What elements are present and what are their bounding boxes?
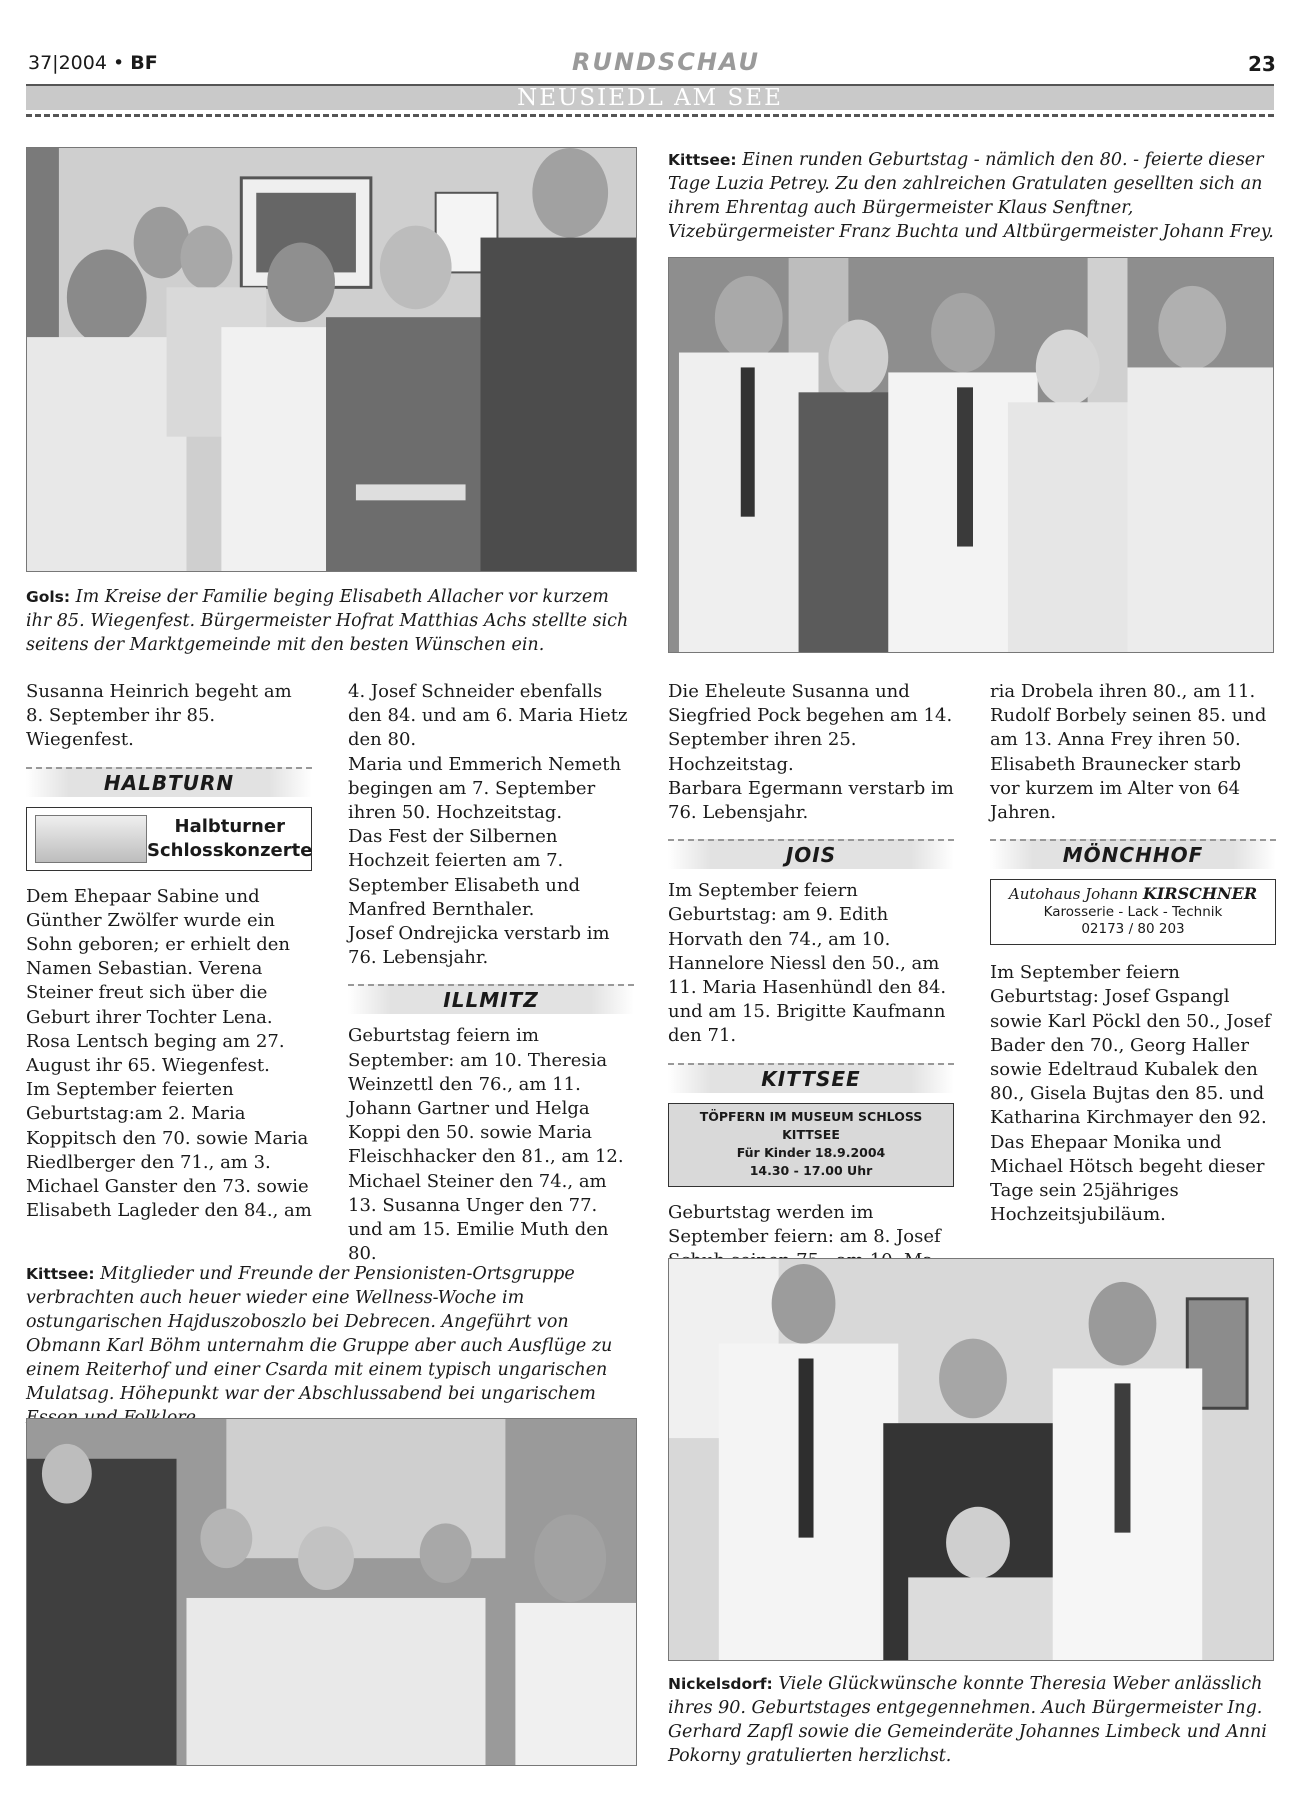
nickelsdorf-caption: [668, 1672, 1274, 1768]
paragraph: Das Ehepaar Monika und Michael Hötsch begeht dieser Tage sein 25jähriges Hochzeitsjubiläum.: [990, 1131, 1265, 1226]
halbturn-concert-ad: [26, 807, 312, 871]
column-4: [990, 680, 1276, 1227]
ad-line-2: Karosserie - Lack - Technik: [1043, 904, 1223, 921]
kittsee-bottom-photo: [26, 1418, 637, 1766]
paragraph: Geburtstag werden im September feiern: am 8. Josef: [668, 1201, 941, 1247]
paragraph: Das Fest der Silbernen Hochzeit feierten am 7. September Elisabeth und Manfred Bernthaler.: [348, 826, 581, 920]
issue-number: 37|2004 •: [28, 52, 125, 74]
section-heading-illmitz: ILLMITZ: [348, 984, 634, 1014]
ad-line-1: TÖPFERN IM MUSEUM SCHLOSS KITTSEE: [699, 1108, 923, 1142]
ad-prefix: Autohaus Johann: [1008, 885, 1143, 904]
paragraph: Elisabeth Braunecker starb vor kurzem im Alter von 64 Jahren.: [990, 753, 1242, 824]
brand-label: BF: [130, 52, 158, 74]
column-3: [668, 680, 954, 1273]
region-title: NEUSIEDL AM SEE: [517, 85, 783, 111]
section-heading-halbturn: HALBTURN: [26, 767, 312, 797]
header-divider: [26, 114, 1274, 117]
gols-photo: [26, 147, 637, 572]
nickelsdorf-photo-graphic: [669, 1259, 1273, 1660]
ad-line-3: 02173 / 80 203: [1081, 921, 1185, 938]
caption-text: Einen runden Geburtstag - nämlich den 80. - feierte dieser Tage Luzia Petrey. Zu den zahlreichen Gratulaten gesellten sich an ihrem Ehrentag auch Bürgermeister Klaus Senftner, Vizebürgermeister Franz Buchta und Altbürgermeister Johann Frey.: [668, 150, 1274, 242]
region-bar: [26, 84, 1274, 110]
ad-line-3: 14.30 - 17.00 Uhr: [749, 1162, 873, 1178]
caption-text: Im Kreise der Familie beging Elisabeth Allacher vor kurzem ihr 85. Wiegenfest. Bürgermeister Hofrat Matthias Achs stellte sich seitens der Marktgemeinde mit den besten Wünschen ein.: [26, 587, 629, 655]
pottery-museum-ad: [668, 1103, 954, 1187]
paragraph: Barbara Egermann verstarb im 76. Lebensjahr.: [668, 777, 954, 824]
issue-label: [28, 52, 158, 74]
paragraph: Im September feiern Geburtstag: Josef Gspangl sowie Karl Pöckl den 50., Josef Bader den 70., Georg Haller sowie Edeltraud Kubalek den 80., Gisela Bujtas den 85. und Katharina Kirchmayer den 92.: [990, 962, 1271, 1129]
paragraph: ria Drobela ihren 80., am 11. Rudolf Borbely seinen 85. und am 13. Anna Frey ihren 50.: [990, 681, 1267, 751]
ad-line-2: Für Kinder 18.9.2004: [736, 1144, 886, 1160]
caption-lead: Kittsee:: [668, 151, 737, 169]
column-2: [348, 680, 634, 1266]
section-heading-moenchhof: MÖNCHHOF: [990, 839, 1276, 869]
kittsee-top-photo: [668, 257, 1274, 653]
ad-line-1: Halbturner: [174, 815, 285, 837]
paragraph: Die Eheleute Susanna und Siegfried Pock begehen am 14. September ihren 25. Hochzeitstag.: [668, 681, 953, 775]
paragraph: Im September feiern Geburtstag: am 9. Edith Horvath den 74., am 10. Hannelore Niessl den 50., am 11. Maria Hasenhündl den 84. und am 15. Brigitte Kaufmann den 71.: [668, 880, 947, 1047]
gols-caption: [26, 585, 637, 657]
paragraph: Maria und Emmerich Nemeth begingen am 7. September ihren 50. Hochzeitstag.: [348, 753, 622, 824]
gols-photo-graphic: [27, 148, 636, 571]
column-1: [26, 680, 312, 1223]
caption-lead: Nickelsdorf:: [668, 1675, 773, 1693]
rubric-title: RUNDSCHAU: [572, 48, 760, 76]
kittsee-bottom-photo-graphic: [27, 1419, 636, 1765]
nickelsdorf-photo: [668, 1258, 1274, 1661]
autohaus-ad: [990, 879, 1276, 945]
paragraph: Rosa Lentsch beging am 27. August ihr 65. Wiegenfest.: [26, 1030, 285, 1077]
paragraph: 4. Josef Schneider ebenfalls den 84. und am 6. Maria Hietz den 80.: [348, 681, 628, 751]
ad-line-1: [995, 884, 1271, 904]
page-number: 23: [1248, 52, 1276, 76]
caption-text: Mitglieder und Freunde der Pensionisten-Ortsgruppe verbrachten auch heuer wieder eine Wellness-Woche im ostungarischen Hajduszoboszlo bei Debrecen. Angeführt von Obmann Karl Böhm unternahm die Gruppe aber auch Ausflüge zu einem Reiterhof und einer Csarda mit einem typisch ungarischen Mulatsag. Höhepunkt war der Abschlussabend bei ungarischem: [26, 1264, 613, 1404]
castle-image: [35, 815, 147, 863]
kittsee-top-photo-graphic: [669, 258, 1273, 652]
kittsee-top-caption: [668, 148, 1274, 244]
kittsee-bottom-caption: [26, 1262, 637, 1430]
caption-lead: Gols:: [26, 588, 71, 606]
section-heading-jois: JOIS: [668, 839, 954, 869]
paragraph: Dem Ehepaar Sabine und Günther Zwölfer wurde ein Sohn geboren; er erhielt den Namen Sebastian. Verena Steiner freut sich über die Geburt ihrer Tochter Lena.: [26, 885, 290, 1028]
paragraph: Josef Ondrejicka verstarb im 76. Lebensjahr.: [348, 923, 610, 969]
caption-text: Viele Glückwünsche konnte Theresia Weber anlässlich ihres 90. Geburtstages entgegennehmen. Auch Bürgermeister Ing. Gerhard Zapfl sowie die Gemeinderäte Johannes Limbeck und Anni Pokorny gratulierten herzlichst.: [668, 1674, 1267, 1766]
paragraph: Susanna Heinrich begeht am 8. September ihr 85. Wiegenfest.: [26, 681, 292, 751]
ad-text: [147, 815, 312, 863]
section-heading-kittsee: KITTSEE: [668, 1063, 954, 1093]
caption-lead: Kittsee:: [26, 1265, 95, 1283]
paragraph: Im September feierten Geburtstag:am 2. Maria Koppitsch den 70. sowie Maria Riedlberger den 71., am 3. Michael Ganster den 73. sowie Elisabeth Lagleder den 84., am: [26, 1079, 312, 1222]
ad-company-name: KIRSCHNER: [1142, 884, 1258, 904]
paragraph: Geburtstag feiern im September: am 10. Theresia Weinzettl den 76., am 11. Johann Gartner und Helga Koppi den 50. sowie Maria Fleischhacker den 81., am 12. Michael Steiner den 74., am 13. Susanna Unger den 77. und am 15. Emilie Muth den 80.: [348, 1025, 624, 1265]
ad-line-2: Schlosskonzerte: [147, 839, 313, 861]
